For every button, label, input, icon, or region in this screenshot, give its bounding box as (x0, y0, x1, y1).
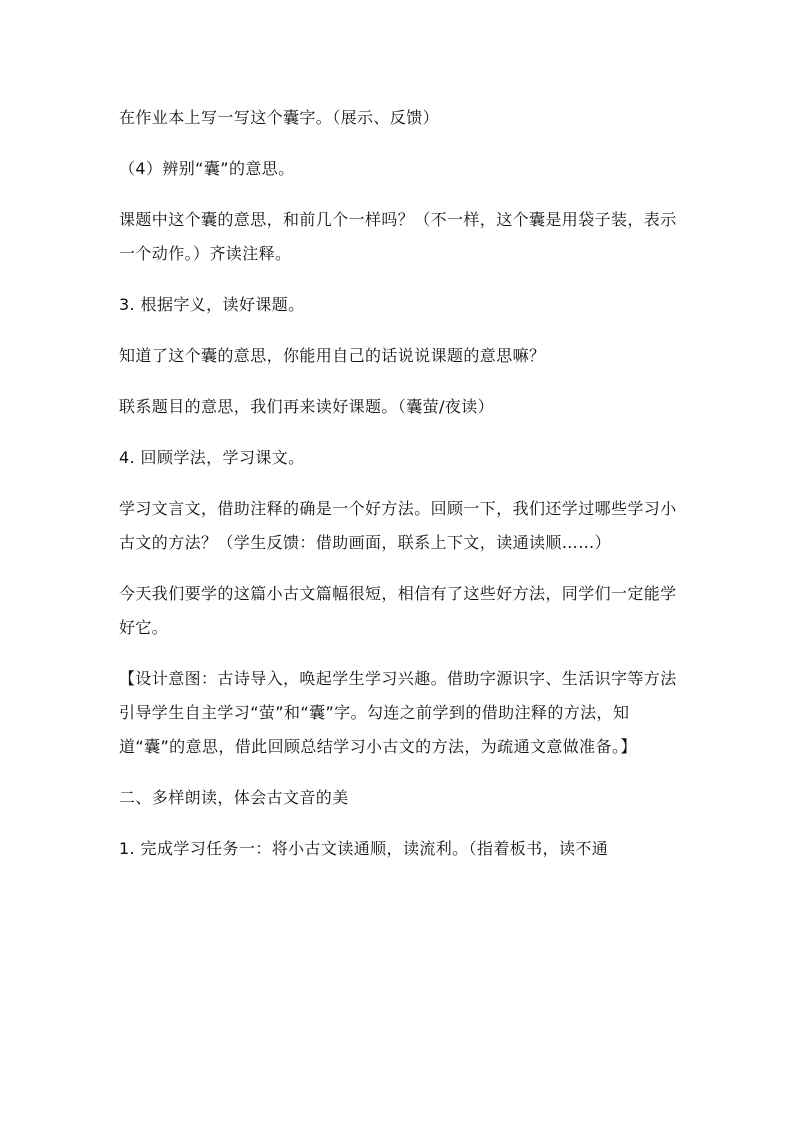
paragraph-gap (119, 560, 679, 577)
paragraph-step-4-heading: 4. 回顾学法，学习课文。 (119, 448, 305, 467)
paragraph-gap (119, 271, 679, 288)
paragraph-gap (119, 135, 679, 152)
document-body (119, 101, 679, 866)
paragraph-gap (119, 815, 679, 832)
section-heading-reading: 二、多样朗读，体会古文音的美 (119, 788, 349, 807)
paragraph-gap (119, 186, 679, 203)
paragraph-write-character: 在作业本上写一写这个囊字。（展示、反馈） (119, 108, 440, 127)
paragraph-distinguish-meaning: （4）辨别“囊”的意思。 (119, 159, 295, 178)
paragraph-gap (119, 764, 679, 781)
paragraph-today-lesson: 今天我们要学的这篇小古文篇幅很短，相信有了这些好方法，同学们一定能学好它。 (119, 584, 677, 637)
paragraph-design-intent: 【设计意图：古诗导入，唤起学生学习兴趣。借助字源识字、生活识字等方法引导学生自主学习“萤”和“囊”字。勾连之前学到的借助注释的方法，知道“囊”的意思，借此回顾总结学习小古文的方法，为疏通文意做准备。】 (119, 669, 677, 756)
paragraph-review-methods: 学习文言文，借助注释的确是一个好方法。回顾一下，我们还学过哪些学习小古文的方法？（学生反馈：借助画面，联系上下文，读通读顺……） (119, 499, 677, 552)
paragraph-title-meaning-question: 课题中这个囊的意思，和前几个一样吗？（不一样，这个囊是用袋子装，表示一个动作。）齐读注释。 (119, 210, 677, 263)
paragraph-read-title: 联系题目的意思，我们再来读好课题。（囊萤/夜读） (119, 397, 494, 416)
paragraph-step-3-heading: 3. 根据字义，读好课题。 (119, 295, 305, 314)
paragraph-explain-title: 知道了这个囊的意思，你能用自己的话说说课题的意思嘛？ (119, 346, 546, 365)
paragraph-gap (119, 424, 679, 441)
paragraph-gap (119, 475, 679, 492)
paragraph-task-one: 1. 完成学习任务一：将小古文读通顺，读流利。（指着板书，读不通 (119, 839, 609, 858)
paragraph-gap (119, 373, 679, 390)
paragraph-gap (119, 322, 679, 339)
paragraph-gap (119, 645, 679, 662)
